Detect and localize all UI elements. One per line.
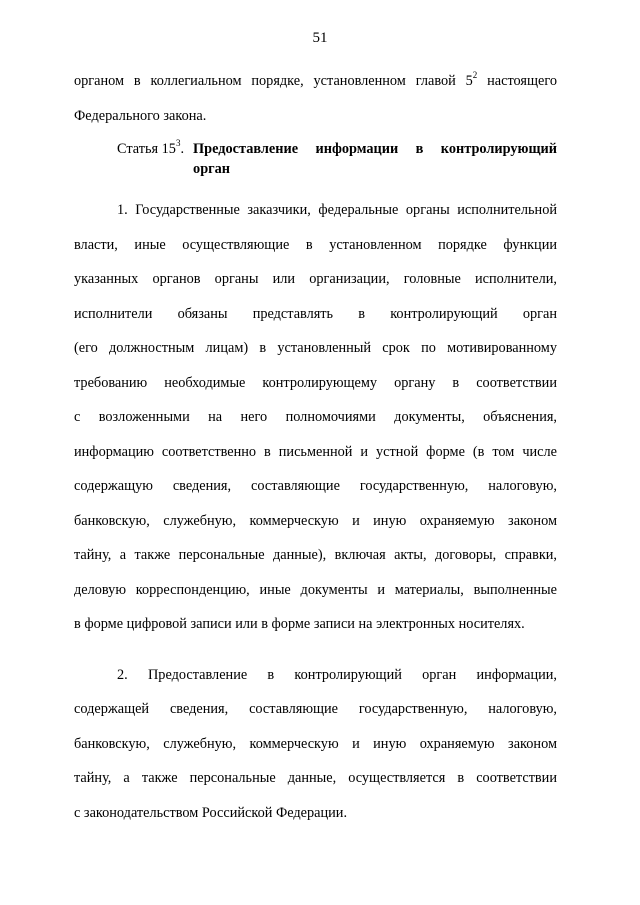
paragraph-2-line: 2. Предоставление в контролирующий орган информации, xyxy=(117,666,557,683)
paragraph-1-line: тайну, а также персональные данные), включая акты, договоры, справки, xyxy=(74,547,557,563)
intro-line-1 xyxy=(74,64,557,99)
article-heading xyxy=(74,139,557,179)
article-label-text: Статья 15 xyxy=(117,141,176,157)
article-label-dot: . xyxy=(180,141,185,157)
paragraph-1-line: информацию соответственно в письменной и устной форме (в том числе xyxy=(74,443,557,460)
paragraph-1-line: власти, иные осуществляющие в установленном порядке функции xyxy=(74,236,557,253)
paragraph-1-line: банковскую, служебную, коммерческую и иную охраняемую законом xyxy=(74,512,557,529)
paragraph-1-line: деловую корреспонденцию, иные документы и материалы, выполненные xyxy=(74,581,557,598)
paragraph-1-line: в форме цифровой записи или в форме записи на электронных носителях. xyxy=(74,616,525,632)
article-title-line-1: Предоставление информации в контролирующий xyxy=(193,141,557,157)
document-body xyxy=(74,64,557,830)
paragraph-1-line: исполнители обязаны представлять в контролирующий орган xyxy=(74,305,557,322)
article-title xyxy=(193,139,557,179)
article-title-line-2: орган xyxy=(193,161,231,177)
intro-line-2: Федерального закона. xyxy=(74,107,207,124)
paragraph-1-line: 1. Государственные заказчики, федеральные органы исполнительной xyxy=(117,202,557,218)
paragraph-1-line: требованию необходимые контролирующему органу в соответствии xyxy=(74,374,557,391)
paragraph-1-line: указанных органов органы или организации, головные исполнители, xyxy=(74,271,557,287)
intro-line-1-text: органом в коллегиальном порядке, установленном главой 5 xyxy=(74,73,473,89)
paragraph-1-line: содержащую сведения, составляющие государственную, налоговую, xyxy=(74,478,557,494)
article-label xyxy=(117,139,184,159)
article-superscript: 3 xyxy=(175,138,181,148)
paragraph-2-line: содержащей сведения, составляющие государственную, налоговую, xyxy=(74,701,557,717)
paragraph-2-line: тайну, а также персональные данные, осуществляется в соответствии xyxy=(74,770,557,786)
intro-line-1-tail: настоящего xyxy=(477,73,557,89)
paragraph-1-line: с возложенными на него полномочиями документы, объяснения, xyxy=(74,409,557,425)
page-number: 51 xyxy=(312,30,328,46)
paragraph-1-line: (его должностным лицам) в установленный срок по мотивированному xyxy=(74,340,557,356)
chapter-superscript: 2 xyxy=(472,70,478,80)
paragraph-2-line: банковскую, служебную, коммерческую и иную охраняемую законом xyxy=(74,735,557,752)
paragraph-2-line: с законодательством Российской Федерации. xyxy=(74,804,348,821)
paragraph-2 xyxy=(74,658,557,831)
paragraph-1 xyxy=(74,193,557,642)
